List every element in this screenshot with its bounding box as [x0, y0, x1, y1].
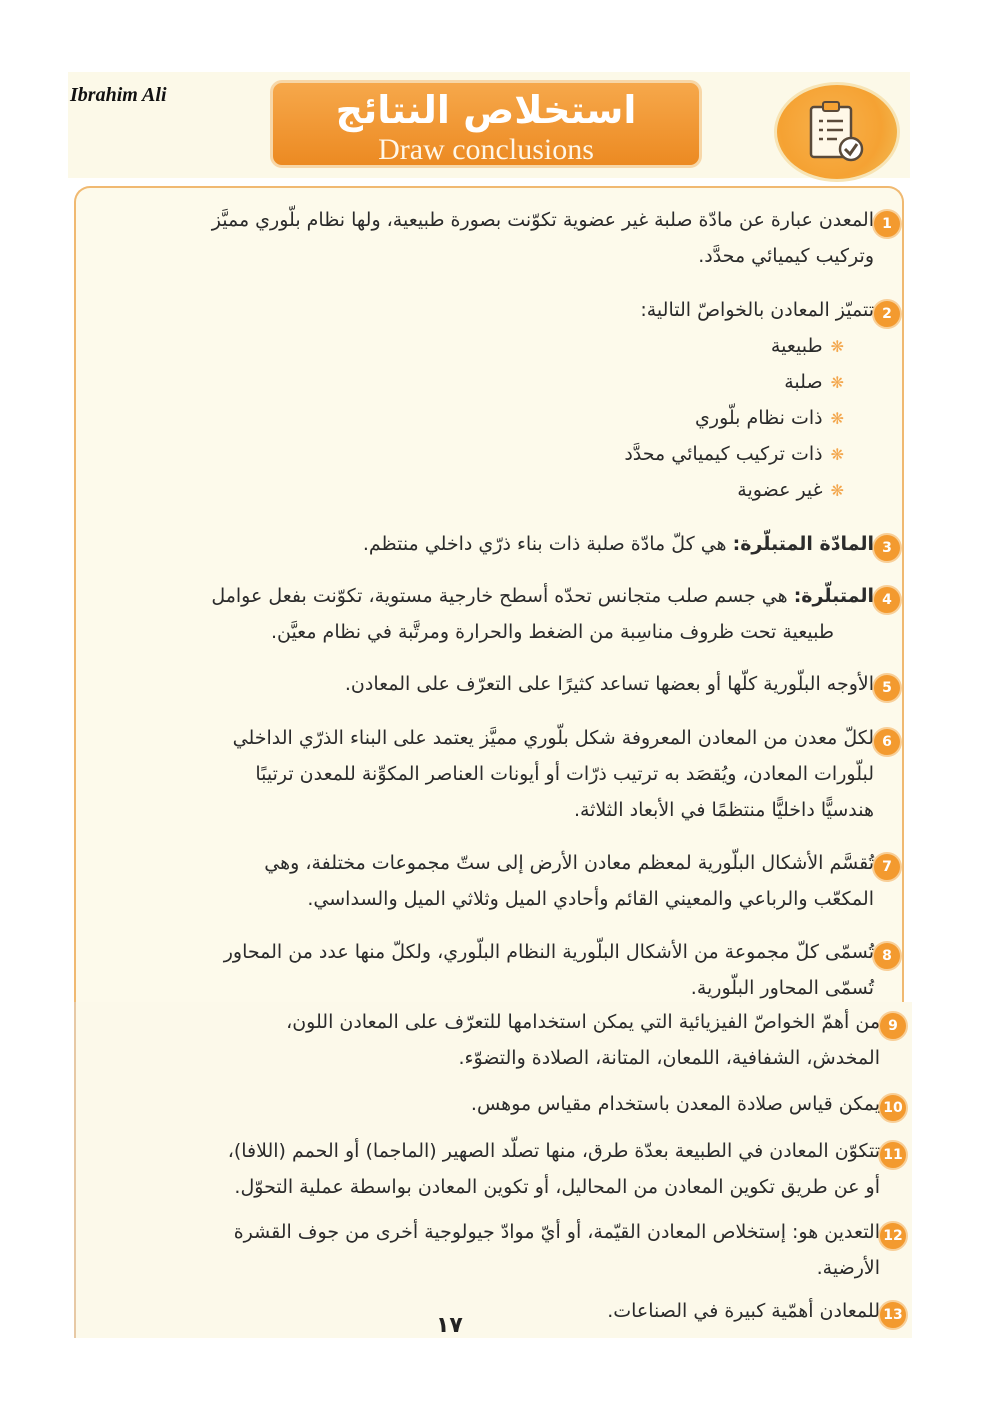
item-line: طبيعية تحت ظروف مناسِبة من الضغط والحرارة ومرتَّبة في نظام معيَّن.: [270, 621, 834, 643]
property-label: غير عضوية: [737, 479, 823, 501]
asterisk-icon: ❋: [830, 445, 844, 464]
list-item: [264, 845, 874, 917]
property-label: صلبة: [784, 371, 823, 393]
list-item: [233, 720, 874, 828]
item-number-badge: 4: [872, 585, 902, 615]
property-bullet: [737, 472, 844, 509]
item-line: الأوجه البلّورية كلّها أو بعضها تساعد كثيرًا على التعرّف على المعادن.: [344, 673, 874, 695]
item-line: المعدن عبارة عن مادّة صلبة غير عضوية تكوّنت بصورة طبيعية، ولها نظام بلّوري مميَّز: [211, 209, 874, 231]
item-line: هي كلّ مادّة صلبة ذات بناء ذرّي داخلي منتظم.: [362, 533, 727, 555]
item-line: المخدش، الشفافية، اللمعان، المتانة، الصلادة والتضوّء.: [458, 1047, 880, 1069]
item-line: المكعّب والرباعي والمعيني القائم وأحادي الميل وثلاثي الميل والسداسي.: [307, 888, 874, 910]
item-line: للمعادن أهمّية كبيرة في الصناعات.: [607, 1300, 880, 1322]
item-number-badge: 5: [872, 673, 902, 703]
list-item: [471, 1086, 880, 1122]
list-item: [212, 202, 874, 274]
author-name: Ibrahim Ali: [70, 84, 167, 106]
list-item: [345, 666, 874, 702]
list-item: [640, 292, 874, 328]
property-bullet: [771, 328, 844, 365]
title-arabic: استخلاص النتائج: [335, 88, 637, 132]
item-number-badge: 7: [872, 852, 902, 882]
item-number-badge: 13: [878, 1300, 908, 1330]
checklist-icon-badge: [774, 82, 900, 182]
item-line: لبلّورات المعادن، ويُقصَد به ترتيب ذرّات أو أيونات العناصر المكوِّنة للمعدن ترتيبًا: [255, 763, 874, 785]
item-number-badge: 10: [878, 1093, 908, 1123]
property-label: ذات نظام بلّوري: [695, 407, 823, 429]
item-number-badge: 1: [872, 209, 902, 239]
list-item: [286, 1004, 880, 1076]
item-line: تتكوّن المعادن في الطبيعة بعدّة طرق، منها تصلّد الصهير (الماجما) أو الحمم (اللافا)،: [227, 1140, 880, 1162]
item-number-badge: 3: [872, 533, 902, 563]
item-number-badge: 6: [872, 727, 902, 757]
list-item: [224, 934, 874, 1006]
item-number-badge: 2: [872, 299, 902, 329]
property-label: ذات تركيب كيميائي محدَّد: [624, 443, 823, 465]
list-item: [363, 526, 874, 562]
item-line: لكلّ معدن من المعادن المعروفة شكل بلّوري مميَّز يعتمد على البناء الذرّي الداخلي: [232, 727, 874, 749]
item-line: من أهمّ الخواصّ الفيزيائية التي يمكن استخدامها للتعرّف على المعادن اللون،: [286, 1011, 880, 1033]
list-item: [228, 1133, 880, 1205]
item-number-badge: 8: [872, 941, 902, 971]
list-item: [607, 1293, 880, 1329]
item-number-badge: 9: [878, 1011, 908, 1041]
item-line: هندسيًّا داخليًّا منتظمًا في الأبعاد الثلاثة.: [573, 799, 874, 821]
asterisk-icon: ❋: [830, 337, 844, 356]
asterisk-icon: ❋: [830, 409, 844, 428]
term-label: المادّة المتبلّرة:: [732, 533, 874, 555]
item-number-badge: 11: [878, 1140, 908, 1170]
item-line: هي جسم صلب متجانس تحدّه أسطح خارجية مستوية، تكوّنت بفعل عوامل: [211, 585, 788, 607]
property-bullet: [624, 436, 844, 473]
property-bullet: [784, 364, 844, 401]
property-bullet: [695, 400, 844, 437]
title-banner: [270, 80, 702, 168]
term-label: المتبلّرة:: [793, 585, 874, 607]
checklist-icon: [805, 99, 867, 165]
item-number-badge: 12: [878, 1221, 908, 1251]
list-item: [234, 1214, 880, 1286]
title-english: Draw conclusions: [378, 133, 594, 166]
page-number: ١٧: [436, 1313, 463, 1338]
item-line: يمكن قياس صلادة المعدن باستخدام مقياس موهس.: [470, 1093, 880, 1115]
item-line: تتميّز المعادن بالخواصّ التالية:: [640, 299, 874, 321]
item-line: تُسمّى كلّ مجموعة من الأشكال البلّورية النظام البلّوري، ولكلّ منها عدد من المحاور: [223, 941, 874, 963]
item-line: تُسمّى المحاور البلّورية.: [690, 977, 874, 999]
item-line: وتركيب كيميائي محدَّد.: [698, 245, 874, 267]
list-item: [211, 578, 874, 650]
asterisk-icon: ❋: [830, 481, 844, 500]
item-line: تُقسَّم الأشكال البلّورية لمعظم معادن الأرض إلى ستّ مجموعات مختلفة، وهي: [264, 852, 874, 874]
property-label: طبيعية: [770, 335, 823, 357]
asterisk-icon: ❋: [830, 373, 844, 392]
item-line: الأرضية.: [816, 1257, 880, 1279]
item-line: التعدين هو: إستخلاص المعادن القيّمة، أو أيّ موادّ جيولوجية أخرى من جوف القشرة: [233, 1221, 880, 1243]
item-line: أو عن طريق تكوين المعادن من المحاليل، أو تكوين المعادن بواسطة عملية التحوّل.: [234, 1176, 880, 1198]
